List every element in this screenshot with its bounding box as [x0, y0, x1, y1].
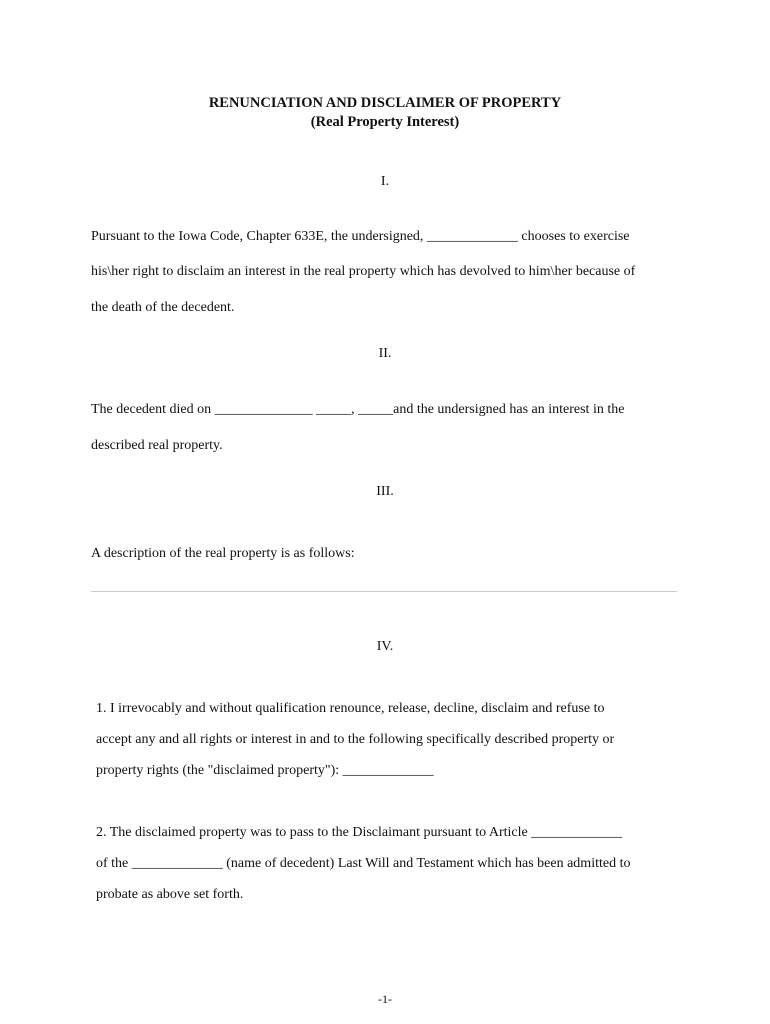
page-number: -1- — [378, 992, 392, 1006]
document-title: RENUNCIATION AND DISCLAIMER OF PROPERTY — [208, 95, 562, 111]
property-description-rule — [91, 591, 677, 592]
section-1-line: the death of the decedent. — [91, 300, 235, 315]
clause-2-line: of the _____________ (name of decedent) Last Will and Testament which has been admitted to — [96, 856, 631, 871]
section-3-line: A description of the real property is as follows: — [91, 546, 355, 561]
section-3-heading: III. — [376, 484, 394, 499]
section-4-heading: IV. — [376, 639, 394, 654]
section-1-line: his\her right to disclaim an interest in the real property which has devolved to him\her because of — [91, 264, 636, 279]
section-1-line: Pursuant to the Iowa Code, Chapter 633E, the undersigned, _____________ chooses to exercise — [91, 229, 630, 244]
clause-1-line: 1. I irrevocably and without qualification renounce, release, decline, disclaim and refuse to — [96, 701, 605, 716]
section-2-heading: II. — [378, 346, 392, 361]
section-2-line: The decedent died on ______________ _____, _____and the undersigned has an interest in the — [91, 402, 625, 417]
section-1-heading: I. — [380, 174, 390, 189]
clause-1-line: property rights (the "disclaimed property"): _____________ — [96, 763, 434, 778]
clause-2-line: 2. The disclaimed property was to pass to the Disclaimant pursuant to Article _____________ — [96, 825, 623, 840]
clause-1-line: accept any and all rights or interest in and to the following specifically described property or — [96, 732, 615, 747]
clause-2-line: probate as above set forth. — [96, 887, 244, 902]
section-2-line: described real property. — [91, 438, 223, 453]
document-subtitle: (Real Property Interest) — [310, 114, 460, 130]
